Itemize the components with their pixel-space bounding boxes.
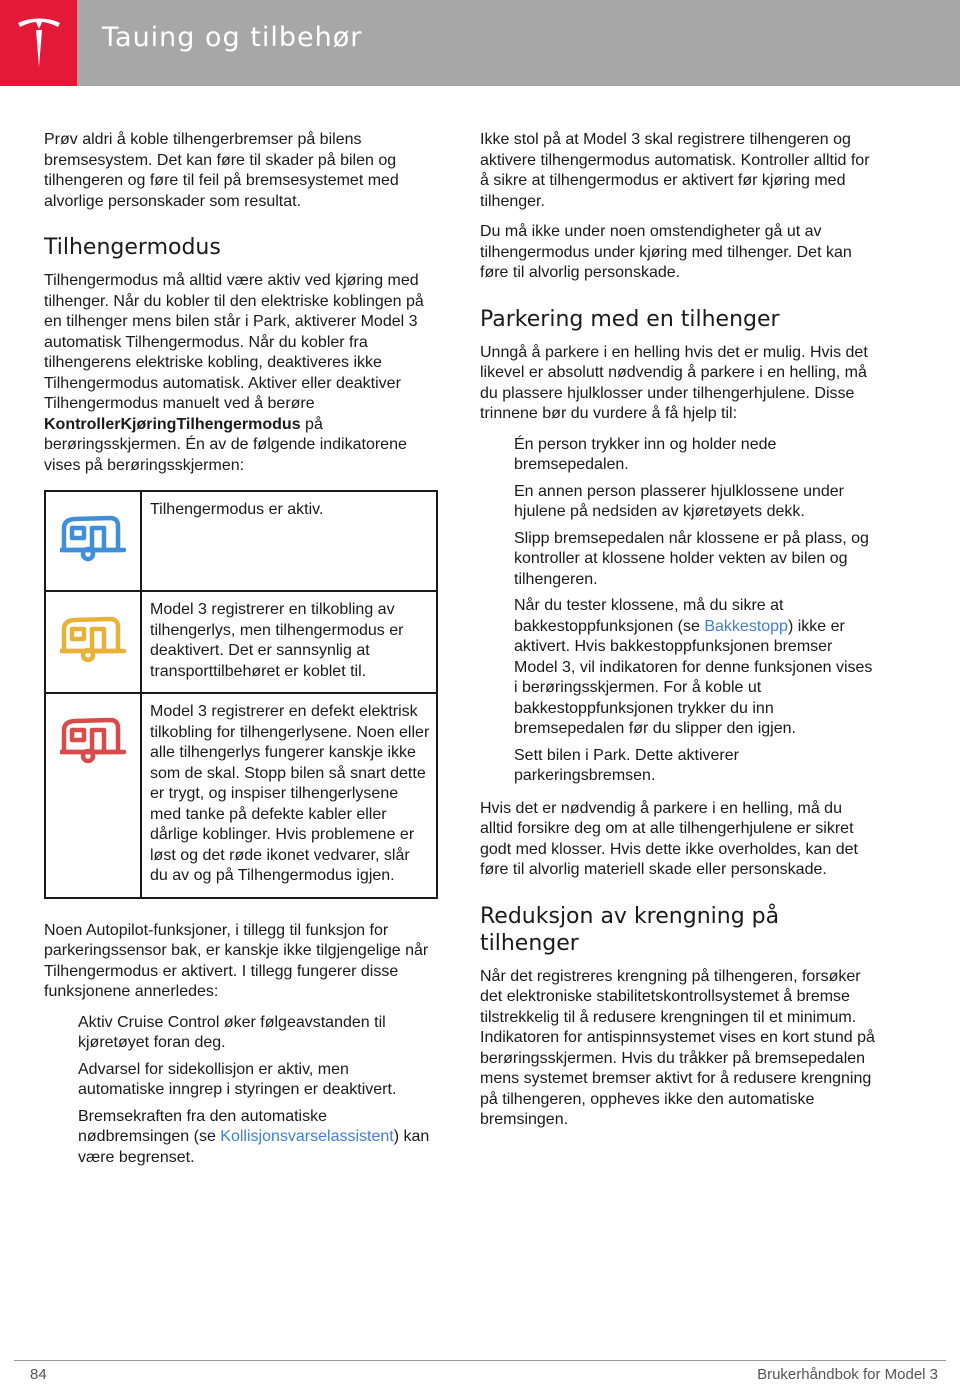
sway-paragraph: Når det registreres krengning på tilhengeren, forsøker det elektroniske stabilitetskontrollsystemet å bremse tilstrekkelig til å redusere krengningen til et minimum. Indikatoren for antispinnsystemet vises en kort stund på berøringsskjermen. Hvis du tråkker på bremsepedalen mens systemet bremser aktivt for å redusere krengning på tilhengeren, oppheves ikke den automatiske bremsingen. — [480, 967, 875, 1128]
heading-parkering: Parkering med en tilhenger — [480, 306, 780, 332]
page-title: Tauing og tilbehør — [102, 22, 363, 53]
trailer-red-icon — [45, 693, 141, 898]
footer-divider — [14, 1360, 946, 1361]
list-item: Advarsel for sidekollisjon er aktiv, men automatiske inngrep i styringen er deaktivert. — [78, 1060, 397, 1098]
link-kollisjonsvarselassistent[interactable]: Kollisjonsvarselassistent — [220, 1128, 394, 1145]
indicator-text: Model 3 registrerer en defekt elektrisk tilkobling for tilhengerlysene. Noen eller alle tilhengerlys fungerer kanskje ikke som de skal. Stopp bilen så snart dette er trygt, og inspiser tilhengerlysene med tanke på defekte kabler eller dårlige koblinger. Hvis problemene er løst og det røde ikonet vedvarer, slår du av og på Tilhengermodus igjen. — [141, 693, 437, 898]
heading-tilhengermodus: Tilhengermodus — [44, 235, 221, 260]
autopilot-paragraph: Noen Autopilot-funksjoner, i tillegg til funksjon for parkeringssensor bak, er kanskje ikke tilgjengelige når Tilhengermodus er aktivert. I tillegg fungerer disse funksjonene annerledes: — [44, 921, 429, 1000]
parking-paragraph: Unngå å parkere i en helling hvis det er mulig. Hvis det likevel er absolutt nødvendig å parkere i en helling, må du plassere hjulklosser under tilhengerhjulene. Disse trinnene bør du vurdere å få hjelp til: — [480, 343, 868, 422]
trailer-blue-icon — [45, 491, 141, 591]
indicator-text: Model 3 registrerer en tilkobling av tilhengerlys, men tilhengermodus er deaktivert. Det er sannsynlig at transporttilbehøret er koblet til. — [141, 591, 437, 693]
list-item: Slipp bremsepedalen når klossene er på plass, og kontroller at klossene holder vekten av bilen og tilhengeren. — [514, 529, 869, 588]
left-column — [44, 130, 438, 1180]
parking-warning-paragraph: Hvis det er nødvendig å parkere i en helling, må du alltid forsikre deg om at alle tilhengerhjulene er sikret godt med klosser. Hvis dette ikke overholdes, kan det føre til alvorlig materiell skade eller personskade. — [480, 799, 858, 878]
indicator-row — [45, 491, 437, 591]
autopilot-list — [44, 1013, 438, 1169]
footer-title: Brukerhåndbok for Model 3 — [757, 1366, 938, 1383]
warning-paragraph: Prøv aldri å koble tilhengerbremser på bilens bremsesystem. Det kan føre til skader på bilen og tilhengeren og føre til feil på bremsesystemet med alvorlige personskader som resultat. — [44, 131, 399, 210]
ui-path: KontrollerKjøringTilhengermodus — [44, 415, 301, 433]
warning-mode-paragraph: Du må ikke under noen omstendigheter gå ut av tilhengermodus under kjøring med tilhenger. Det kan føre til alvorlig personskade. — [480, 223, 852, 281]
list-item: Når du tester klossene, må du sikre at bakkestoppfunksjonen (se Bakkestopp) ikke er aktivert. Hvis bakkestoppfunksjonen bremser Model 3, vil indikatoren for denne funksjonen vises i berøringsskjermen. For å koble ut bakkestoppfunksjonen trykker du inn bremsepedalen før du slipper den igjen. — [514, 597, 873, 737]
tilhengermodus-paragraph: Tilhengermodus må alltid være aktiv ved kjøring med tilhenger. Når du kobler til den elektriske koblingen på en tilhenger mens bilen står i Park, aktiverer Model 3 automatisk Tilhengermodus. Når du kobler fra tilhengerens elektriske kobling, deaktiveres ikke Tilhengermodus automatisk. Aktiver eller deaktiver Tilhengermodus manuelt ved å berøre KontrollerKjøringTilhengermodus på berøringsskjermen. Én av de følgende indikatorene vises på berøringsskjermen: — [44, 272, 424, 474]
list-item: Én person trykker inn og holder nede bremsepedalen. — [514, 435, 777, 473]
link-bakkestopp[interactable]: Bakkestopp — [704, 617, 788, 635]
list-item: Bremsekraften fra den automatiske nødbremsingen (se Kollisjonsvarselassistent) kan være begrenset. — [78, 1107, 430, 1166]
list-item: Aktiv Cruise Control øker følgeavstanden til kjøretøyet foran deg. — [78, 1013, 386, 1051]
indicator-row — [45, 693, 437, 898]
indicator-table — [44, 490, 438, 899]
right-column — [480, 130, 876, 1141]
indicator-text: Tilhengermodus er aktiv. — [141, 491, 437, 591]
page-header — [0, 0, 960, 86]
list-item: Sett bilen i Park. Dette aktiverer parkeringsbremsen. — [514, 746, 739, 784]
page-number: 84 — [30, 1366, 47, 1383]
heading-reduksjon: Reduksjon av krengning på tilhenger — [480, 903, 780, 956]
parking-steps — [480, 435, 876, 787]
indicator-row — [45, 591, 437, 693]
tesla-logo-icon — [0, 0, 77, 86]
trailer-amber-icon — [45, 591, 141, 693]
list-item: En annen person plasserer hjulklossene under hjulene på nedsiden av kjøretøyets dekk. — [514, 482, 844, 520]
detection-paragraph: Ikke stol på at Model 3 skal registrere tilhengeren og aktivere tilhengermodus automatisk. Kontroller alltid for å sikre at tilhengermodus er aktivert før kjøring med tilhenger. — [480, 131, 870, 210]
